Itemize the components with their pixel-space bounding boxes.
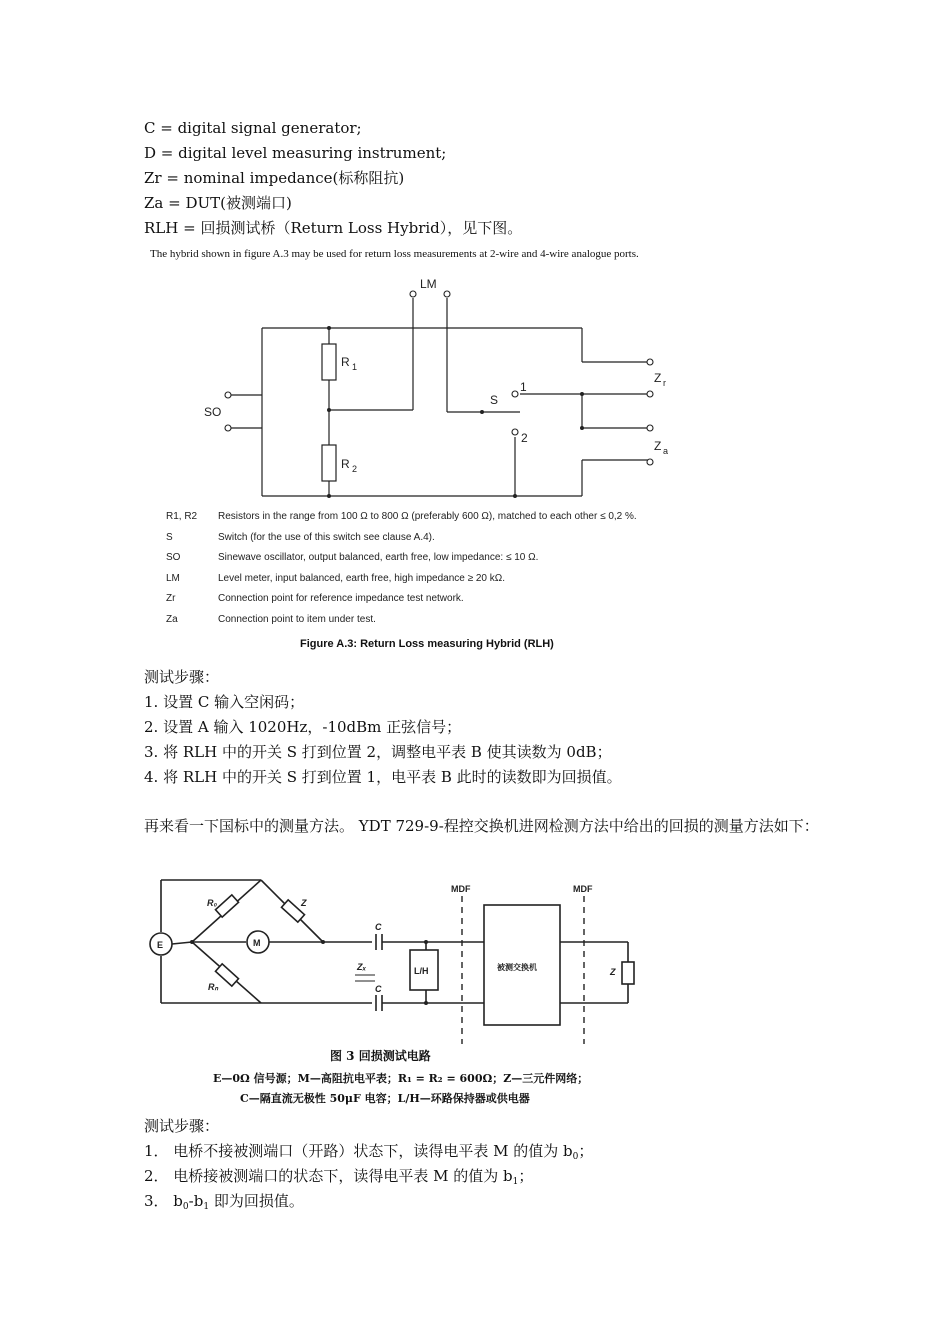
label-zx: Zₓ	[357, 962, 367, 972]
label-r1: R	[341, 355, 350, 369]
figure3-caption: 图 3 回损测试电路	[330, 1049, 431, 1063]
label-r2-sub: 2	[352, 464, 358, 474]
label-zr-sub: r	[663, 378, 666, 388]
label-z: Z	[301, 898, 307, 908]
rlh-circuit-diagram	[190, 268, 690, 508]
label-z-load: Z	[610, 967, 616, 977]
definition-rlh: RLH = 回损测试桥（Return Loss Hybrid），见下图。	[144, 219, 523, 237]
legend-row: R1, R2 Resistors in the range from 100 Ω to 800 Ω (preferably 600 Ω), matched to each other ≤ 0,2 %.	[166, 511, 637, 522]
step2-item-3: 3． $b_0-b_1$ 即为回损值。	[144, 1192, 304, 1212]
definition-za: Za = DUT(被测端口)	[144, 194, 292, 212]
label-za-sub: a	[663, 446, 669, 456]
figure-caption: Figure A.3: Return Loss measuring Hybrid (RLH)	[300, 638, 554, 650]
label-e: E	[157, 940, 164, 950]
step-item: 2. 设置 A 输入 1020Hz，-10dBm 正弦信号；	[144, 718, 462, 736]
return-loss-test-circuit	[140, 864, 642, 1044]
legend-row: LM Level meter, input balanced, earth free, high impedance ≥ 20 kΩ.	[166, 573, 506, 584]
legend-row: Zr Connection point for reference impedance test network.	[166, 593, 464, 604]
legend-row: S Switch (for the use of this switch see clause A.4).	[166, 532, 435, 543]
label-r1: Rₙ	[208, 982, 219, 992]
figure3-legend-line2: C—隔直流无极性 50μF 电容；L/H—环路保持器或供电器	[240, 1092, 530, 1105]
label-lh: L/H	[414, 966, 429, 976]
label-pos1: 1	[520, 380, 527, 394]
steps2-title: 测试步骤：	[144, 1117, 220, 1135]
figure-note: The hybrid shown in figure A.3 may be used for return loss measurements at 2-wire and 4-wire analogue ports.	[150, 248, 639, 260]
step-item: 4. 将 RLH 中的开关 S 打到位置 1，电平表 B 此时的读数即为回损值。	[144, 768, 622, 786]
step2-item-1: 1． 电桥不接被测端口（开路）状态下，读得电平表 M 的值为 $b_0$；	[144, 1142, 594, 1162]
label-c-top: C	[375, 922, 382, 932]
label-za: Z	[654, 439, 662, 453]
figure3-legend-line1: E—0Ω 信号源；M—高阻抗电平表；R₁ = R₂ = 600Ω；Z—三元件网络；	[213, 1072, 589, 1085]
label-mdf-right: MDF	[573, 884, 593, 894]
label-switch: S	[490, 393, 499, 407]
steps-title: 测试步骤：	[144, 668, 220, 686]
label-lm: LM	[420, 277, 437, 291]
legend-row: SO Sinewave oscillator, output balanced, earth free, low impedance: ≤ 10 Ω.	[166, 552, 539, 563]
intro-paragraph: 再来看一下国标中的测量方法。 YDT 729-9-程控交换机进网检测方法中给出的回损的测量方法如下：	[144, 817, 819, 835]
label-exchange: 被测交换机	[497, 963, 537, 972]
step-item: 3. 将 RLH 中的开关 S 打到位置 2，调整电平表 B 使其读数为 0dB；	[144, 743, 612, 761]
label-c-bottom: C	[375, 984, 382, 994]
label-r1-sub: 1	[352, 362, 358, 372]
label-r2: R	[341, 457, 350, 471]
label-so: SO	[204, 405, 222, 419]
label-pos2: 2	[521, 431, 528, 445]
definition-d: D = digital level measuring instrument;	[144, 144, 447, 162]
definition-zr: Zr = nominal impedance(标称阻抗)	[144, 169, 405, 187]
step-item: 1. 设置 C 输入空闲码；	[144, 693, 305, 711]
label-m: M	[253, 938, 261, 948]
label-zr: Z	[654, 371, 662, 385]
legend-row: Za Connection point to item under test.	[166, 614, 376, 625]
step2-item-2: 2． 电桥接被测端口的状态下，读得电平表 M 的值为 $b_1$；	[144, 1167, 534, 1187]
label-mdf-left: MDF	[451, 884, 471, 894]
definition-c: C = digital signal generator;	[144, 119, 362, 137]
label-r0: R₀	[207, 898, 218, 908]
